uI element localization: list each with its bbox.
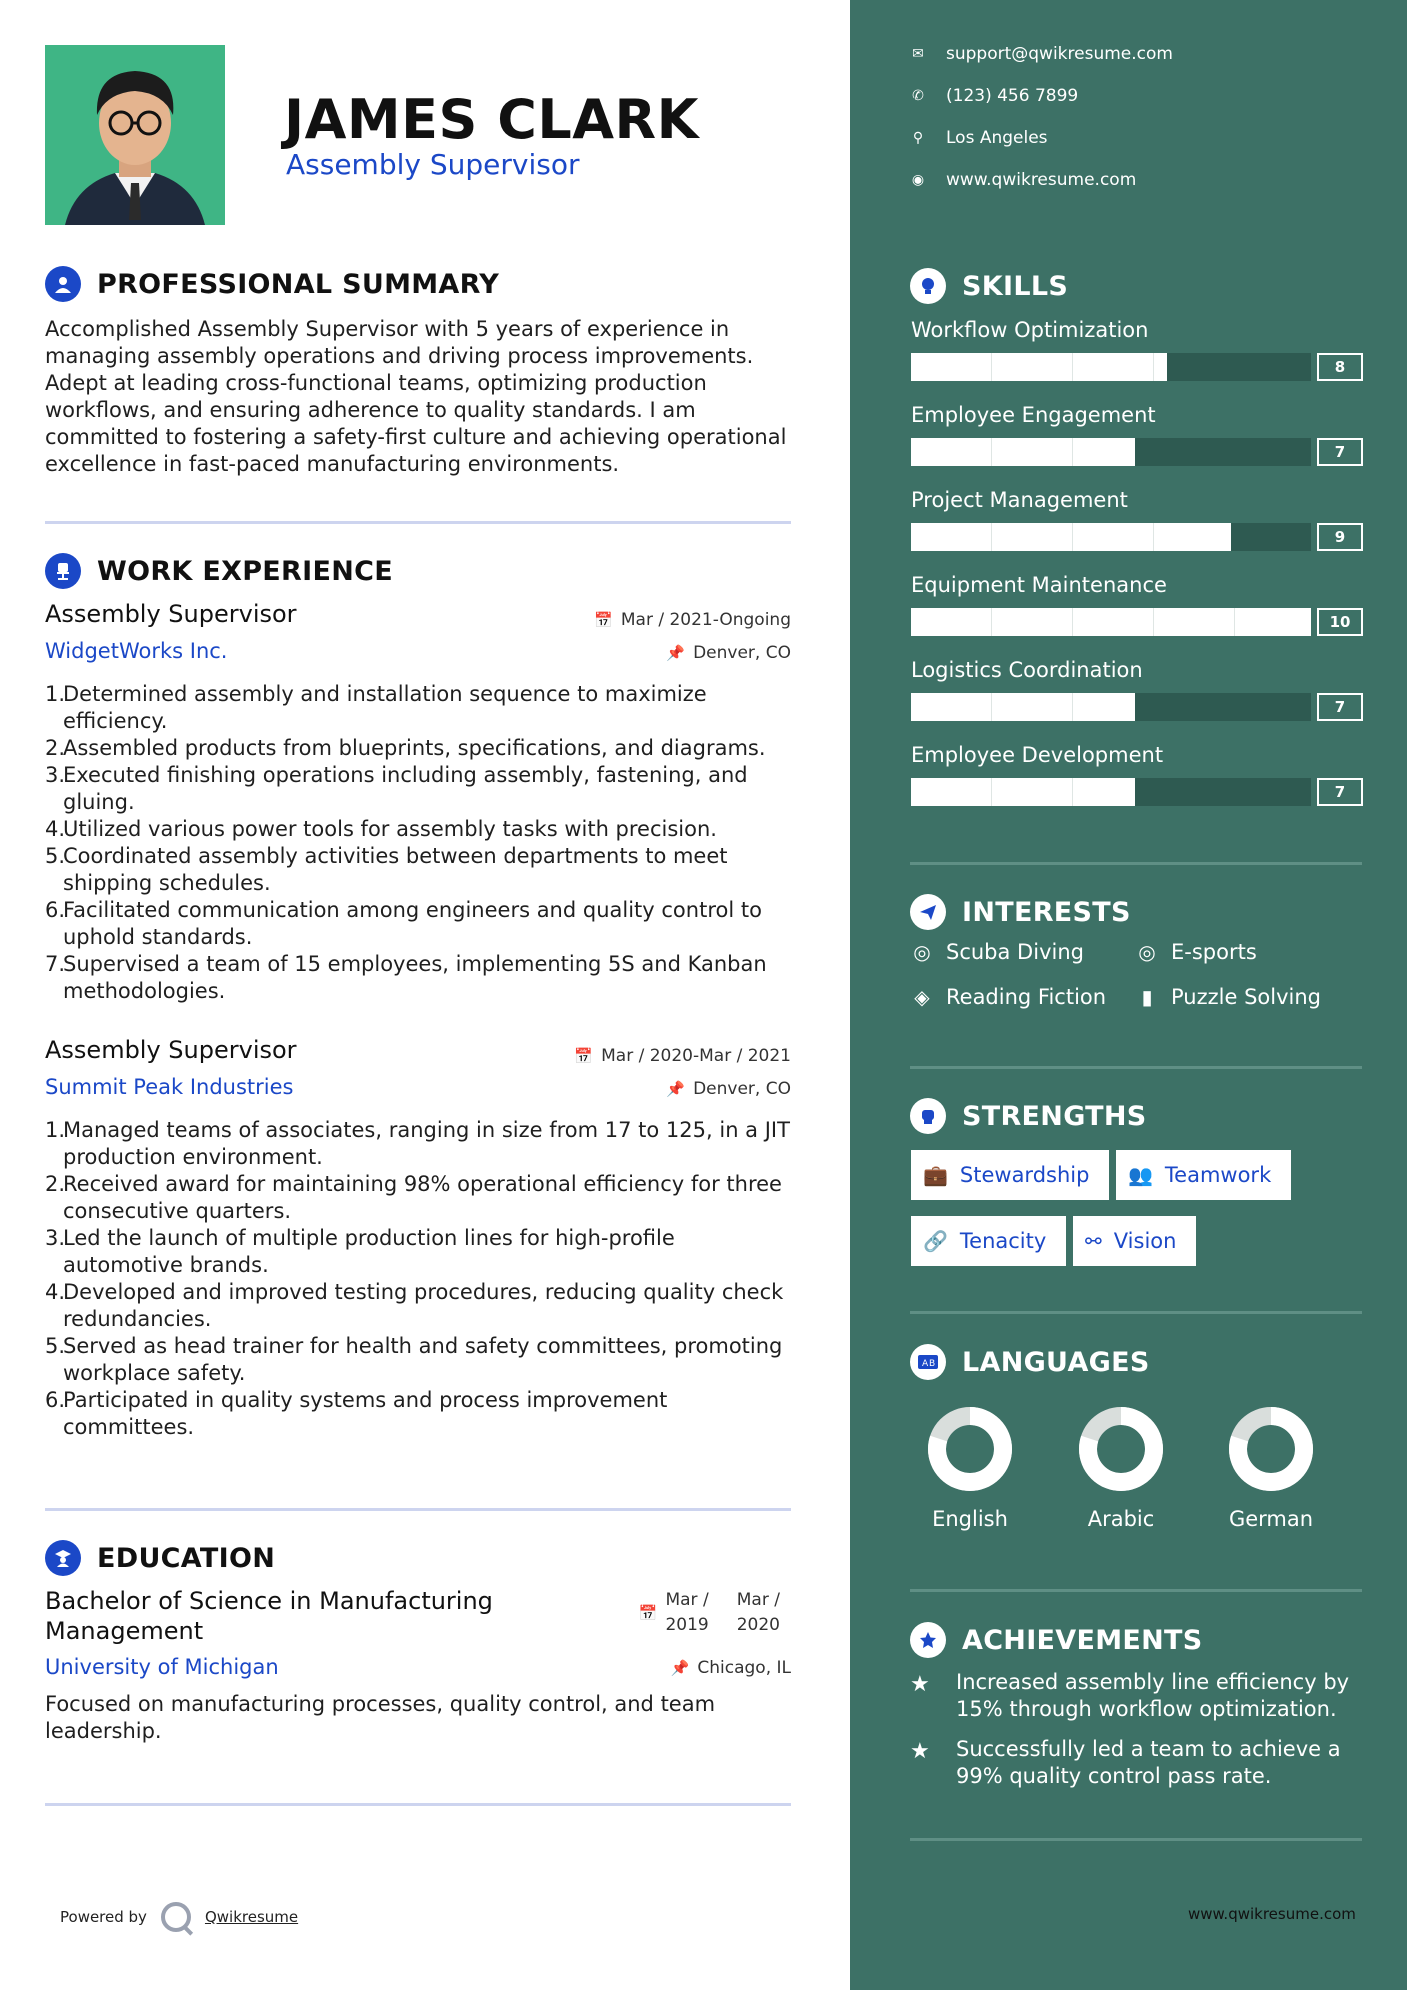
skill-bar [911, 778, 1311, 806]
section-divider [45, 1803, 791, 1806]
section-divider [910, 1311, 1362, 1314]
languages-heading [910, 1344, 1150, 1380]
skill-level: 9 [1317, 523, 1363, 551]
list-item: 3. Led the launch of multiple production lines for high-profile automotive brands. [45, 1226, 675, 1277]
mail-icon: ✉ [912, 46, 924, 62]
interest-label: Scuba Diving [946, 940, 1084, 964]
list-item: 2. Assembled products from blueprints, specifications, and diagrams. [45, 736, 766, 760]
skill-bar [911, 608, 1311, 636]
calendar-icon: 📅 [594, 611, 613, 629]
job-date [574, 1046, 791, 1066]
paper-plane-icon [910, 894, 946, 930]
skill-bar-fill [911, 608, 1311, 636]
strength-tag [911, 1216, 1066, 1266]
pin-icon: 📌 [670, 1659, 690, 1677]
lightbulb-icon [910, 268, 946, 304]
summary-heading [45, 266, 499, 302]
candidate-role: Assembly Supervisor [286, 148, 580, 181]
achievement-item [910, 1669, 1360, 1723]
skill-level: 10 [1317, 608, 1363, 636]
strengths-title: STRENGTHS [962, 1100, 1147, 1132]
skills-title: SKILLS [962, 270, 1069, 302]
user-icon [45, 266, 81, 302]
strength-tag [911, 1150, 1109, 1200]
interest-item [910, 985, 1106, 1009]
footer-branding [60, 1902, 298, 1932]
list-item: 5. Served as head trainer for health and safety committees, promoting workplace safety. [45, 1334, 783, 1385]
powered-by-label: Powered by [60, 1908, 147, 1926]
job-title: Assembly Supervisor [45, 600, 297, 628]
shooting-star-icon: ★ [910, 1739, 930, 1764]
qwikresume-link[interactable]: Qwikresume [204, 1908, 299, 1926]
svg-text:B: B [929, 1359, 936, 1369]
skill-label: Workflow Optimization [911, 318, 1149, 342]
job-location [666, 643, 791, 663]
achievement-text: Successfully led a team to achieve a 99% quality control pass rate. [956, 1737, 1341, 1788]
strengths-heading [910, 1098, 1147, 1134]
degree-line: Management [45, 1617, 204, 1645]
list-item: 1. Managed teams of associates, ranging in size from 17 to 125, in a JIT production environment. [45, 1118, 790, 1169]
list-item: 4. Developed and improved testing procedures, reducing quality check redundancies. [45, 1280, 784, 1331]
skill-bar [911, 693, 1311, 721]
job-date [594, 610, 791, 630]
job-company: WidgetWorks Inc. [45, 639, 228, 663]
interest-label: Puzzle Solving [1171, 985, 1321, 1009]
link-icon: 🔗 [923, 1229, 948, 1253]
job-date-text: Mar / 2021-Ongoing [620, 610, 791, 630]
strength-label: Teamwork [1164, 1163, 1272, 1187]
contact-location [910, 128, 1048, 148]
school-name: University of Michigan [45, 1655, 279, 1679]
education-title: EDUCATION [97, 1542, 276, 1574]
job-bullets [45, 1117, 795, 1441]
summary-title: PROFESSIONAL SUMMARY [97, 268, 500, 300]
language-donut [1227, 1405, 1315, 1493]
location-icon: ⚲ [912, 130, 924, 146]
qwikresume-logo-icon [161, 1902, 191, 1932]
list-item: 7. Supervised a team of 15 employees, implementing 5S and Kanban methodologies. [45, 952, 767, 1003]
achievements-title: ACHIEVEMENTS [962, 1624, 1203, 1656]
achievement-item [910, 1736, 1360, 1790]
skill-level: 7 [1317, 693, 1363, 721]
section-divider [45, 1508, 791, 1511]
education-end: Mar / 2020 [736, 1590, 780, 1635]
skill-bar-fill [911, 353, 1167, 381]
section-divider [910, 1838, 1362, 1841]
gamepad-icon: ◈ [914, 985, 930, 1009]
sidebar [850, 0, 1407, 1990]
contact-text: (123) 456 7899 [946, 86, 1079, 106]
strength-label: Vision [1113, 1229, 1177, 1253]
profile-photo [45, 45, 225, 225]
skill-bar-fill [911, 778, 1135, 806]
fist-icon [910, 1098, 946, 1134]
office-chair-icon [45, 553, 81, 589]
skill-level: 8 [1317, 353, 1363, 381]
skill-level: 7 [1317, 438, 1363, 466]
graduate-icon [45, 1540, 81, 1576]
interest-label: E-sports [1171, 940, 1257, 964]
list-item: 2. Received award for maintaining 98% operational efficiency for three consecutive quarters. [45, 1172, 782, 1223]
education-heading [45, 1540, 275, 1576]
job-company: Summit Peak Industries [45, 1075, 294, 1099]
language-donut [926, 1405, 1014, 1493]
skill-bar-fill [911, 523, 1231, 551]
skill-bar [911, 353, 1311, 381]
skills-heading [910, 268, 1068, 304]
skill-bar [911, 523, 1311, 551]
shooting-star-icon: ★ [910, 1672, 930, 1697]
pin-icon: 📌 [666, 644, 686, 662]
languages-title: LANGUAGES [962, 1346, 1150, 1378]
list-item: 1. Determined assembly and installation sequence to maximize efficiency. [45, 682, 707, 733]
phone-icon: ✆ [912, 88, 924, 104]
education-location [671, 1658, 791, 1678]
section-divider [910, 1589, 1362, 1592]
language-item [1211, 1405, 1331, 1531]
language-label: Arabic [1087, 1507, 1155, 1531]
interest-item [1135, 940, 1257, 964]
language-item [1061, 1405, 1181, 1531]
job-title: Assembly Supervisor [45, 1036, 297, 1064]
degree-title [45, 1586, 493, 1646]
contact-text: Los Angeles [946, 128, 1048, 148]
interests-heading [910, 894, 1131, 930]
job-date-text: Mar / 2020-Mar / 2021 [601, 1046, 791, 1066]
calendar-icon: 📅 [574, 1047, 594, 1065]
list-item: 3. Executed finishing operations including assembly, fastening, and gluing. [45, 763, 748, 814]
skill-label: Employee Engagement [911, 403, 1156, 427]
summary-text: Accomplished Assembly Supervisor with 5 years of experience in managing assembly operations and driving process improvements. Adept at leading cross-functional teams, optimizing production workflows, and ensuring adherence to quality standards. I am committed to fostering a safety-first culture and achieving operational excellence in fast-paced manufacturing environments. [45, 317, 787, 476]
section-divider [45, 521, 791, 524]
calendar-icon: 📅 [638, 1604, 658, 1622]
star-badge-icon [910, 1622, 946, 1658]
interest-item [910, 940, 1084, 964]
list-item: 5. Coordinated assembly activities between departments to meet shipping schedules. [45, 844, 728, 895]
strength-label: Stewardship [959, 1163, 1090, 1187]
contact-text: www.qwikresume.com [946, 170, 1137, 190]
language-icon [910, 1344, 946, 1380]
lifebuoy-icon: ◎ [913, 940, 931, 964]
svg-text:A: A [922, 1359, 929, 1369]
skill-bar-fill [911, 438, 1135, 466]
globe-icon: ◉ [911, 172, 925, 188]
list-item: 6. Facilitated communication among engineers and quality control to uphold standards. [45, 898, 762, 949]
lifebuoy-icon: ◎ [1138, 940, 1156, 964]
strength-tag [1116, 1150, 1291, 1200]
contact-phone[interactable] [910, 86, 1078, 106]
strength-label: Tenacity [959, 1229, 1047, 1253]
job-bullets [45, 681, 795, 1005]
skill-bar [911, 438, 1311, 466]
interest-label: Reading Fiction [946, 985, 1107, 1009]
education-date [639, 1588, 780, 1638]
skill-bar-fill [911, 693, 1135, 721]
language-donut [1077, 1405, 1165, 1493]
experience-heading [45, 553, 393, 589]
contact-text: support@qwikresume.com [946, 44, 1173, 64]
candidate-name: JAMES CLARK [284, 88, 699, 151]
job-location-text: Denver, CO [693, 643, 791, 663]
education-start: Mar / 2019 [665, 1590, 709, 1635]
interests-title: INTERESTS [962, 896, 1131, 928]
binoculars-icon: ⚯ [1085, 1229, 1102, 1253]
footer-website[interactable]: www.qwikresume.com [1188, 1905, 1356, 1923]
achievement-text: Increased assembly line efficiency by 15% through workflow optimization. [956, 1670, 1350, 1721]
skill-label: Project Management [911, 488, 1128, 512]
section-divider [910, 862, 1362, 865]
section-divider [910, 1066, 1362, 1069]
language-item [910, 1405, 1030, 1531]
language-label: English [932, 1507, 1008, 1531]
language-label: German [1228, 1507, 1314, 1531]
skill-level: 7 [1317, 778, 1363, 806]
degree-line: Bachelor of Science in Manufacturing [45, 1587, 493, 1615]
list-item: 6. Participated in quality systems and process improvement committees. [45, 1388, 668, 1439]
contact-website[interactable] [910, 170, 1136, 190]
strength-tag [1073, 1216, 1196, 1266]
job-location-text: Denver, CO [693, 1079, 791, 1099]
education-location-text: Chicago, IL [697, 1658, 791, 1678]
pin-icon: 📌 [666, 1080, 686, 1098]
skill-label: Logistics Coordination [911, 658, 1143, 682]
users-icon: 👥 [1128, 1163, 1153, 1187]
skill-label: Equipment Maintenance [911, 573, 1167, 597]
list-item: 4. Utilized various power tools for assembly tasks with precision. [45, 817, 717, 841]
interest-item [1135, 985, 1321, 1009]
education-description: Focused on manufacturing processes, quality control, and team leadership. [45, 1692, 716, 1743]
job-location [666, 1079, 791, 1099]
briefcase-icon: 💼 [923, 1163, 948, 1187]
contact-email[interactable] [910, 44, 1173, 64]
book-icon: ▮ [1141, 985, 1153, 1009]
experience-title: WORK EXPERIENCE [97, 555, 393, 587]
achievements-heading [910, 1622, 1203, 1658]
skill-label: Employee Development [911, 743, 1164, 767]
